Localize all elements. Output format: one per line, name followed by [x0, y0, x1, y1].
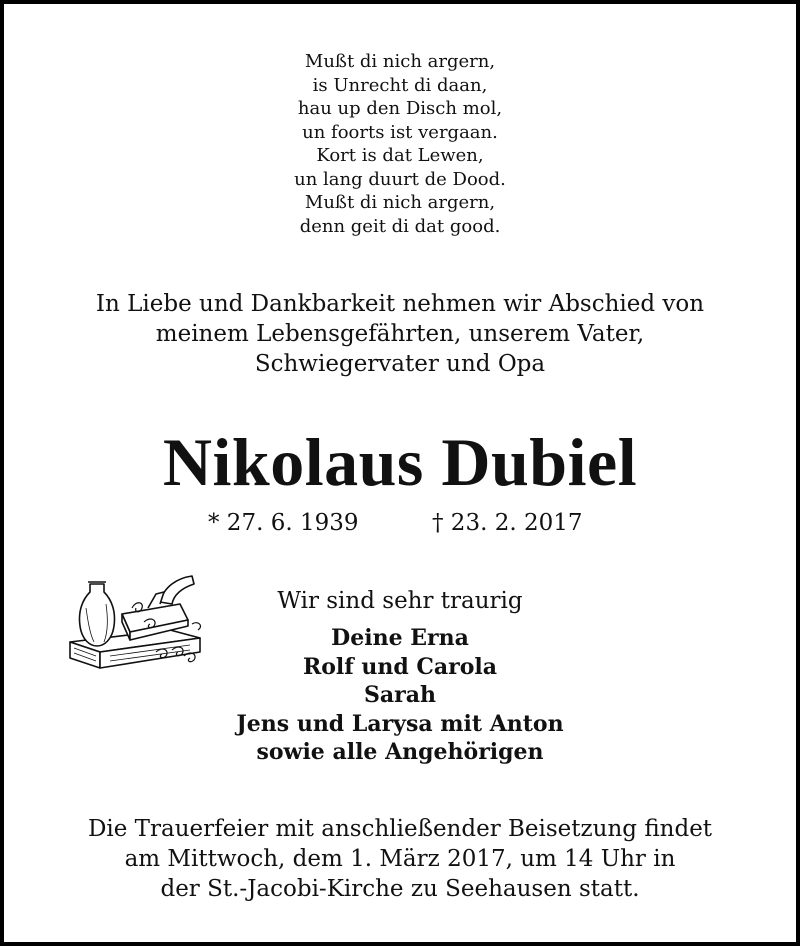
death-date: † 23. 2. 2017	[432, 510, 583, 536]
family-member: Sarah	[364, 682, 436, 708]
farewell-intro	[0, 289, 800, 379]
service-line: am Mittwoch, dem 1. März 2017, um 14 Uhr in	[124, 846, 676, 872]
birth-date: * 27. 6. 1939	[208, 510, 359, 536]
intro-line: meinem Lebensgefährten, unserem Vater,	[155, 321, 645, 347]
poem-line: un lang duurt de Dood.	[294, 168, 506, 190]
family-member: Jens und Larysa mit Anton	[236, 710, 564, 737]
family-member: Rolf und Carola	[302, 653, 498, 680]
intro-line: In Liebe und Dankbarkeit nehmen wir Abschied von	[95, 291, 705, 317]
family-signatures	[200, 624, 600, 767]
poem-line: is Unrecht di daan,	[312, 74, 488, 96]
poem-line: Mußt di nich argern,	[304, 51, 496, 72]
sad-line: Wir sind sehr traurig	[277, 588, 523, 614]
poem-line: denn geit di dat good.	[299, 215, 501, 237]
carpenter-plane-illustration	[60, 564, 210, 674]
service-line: der St.-Jacobi-Kirche zu Seehausen statt.	[160, 876, 640, 902]
family-member: sowie alle Angehörigen	[256, 739, 544, 765]
poem-line: Kort is dat Lewen,	[316, 145, 484, 166]
service-line: Die Trauerfeier mit anschließender Beisetzung findet	[87, 816, 713, 842]
poem-line: un foorts ist vergaan.	[302, 121, 498, 143]
poem-line: Mußt di nich argern,	[304, 192, 496, 213]
intro-line: Schwiegervater und Opa	[254, 351, 546, 377]
poem-line: hau up den Disch mol,	[297, 98, 503, 119]
deceased-name: Nikolaus Dubiel	[162, 424, 638, 500]
family-member: Deine Erna	[331, 625, 469, 651]
poem	[0, 50, 800, 238]
funeral-service-info	[0, 814, 800, 904]
